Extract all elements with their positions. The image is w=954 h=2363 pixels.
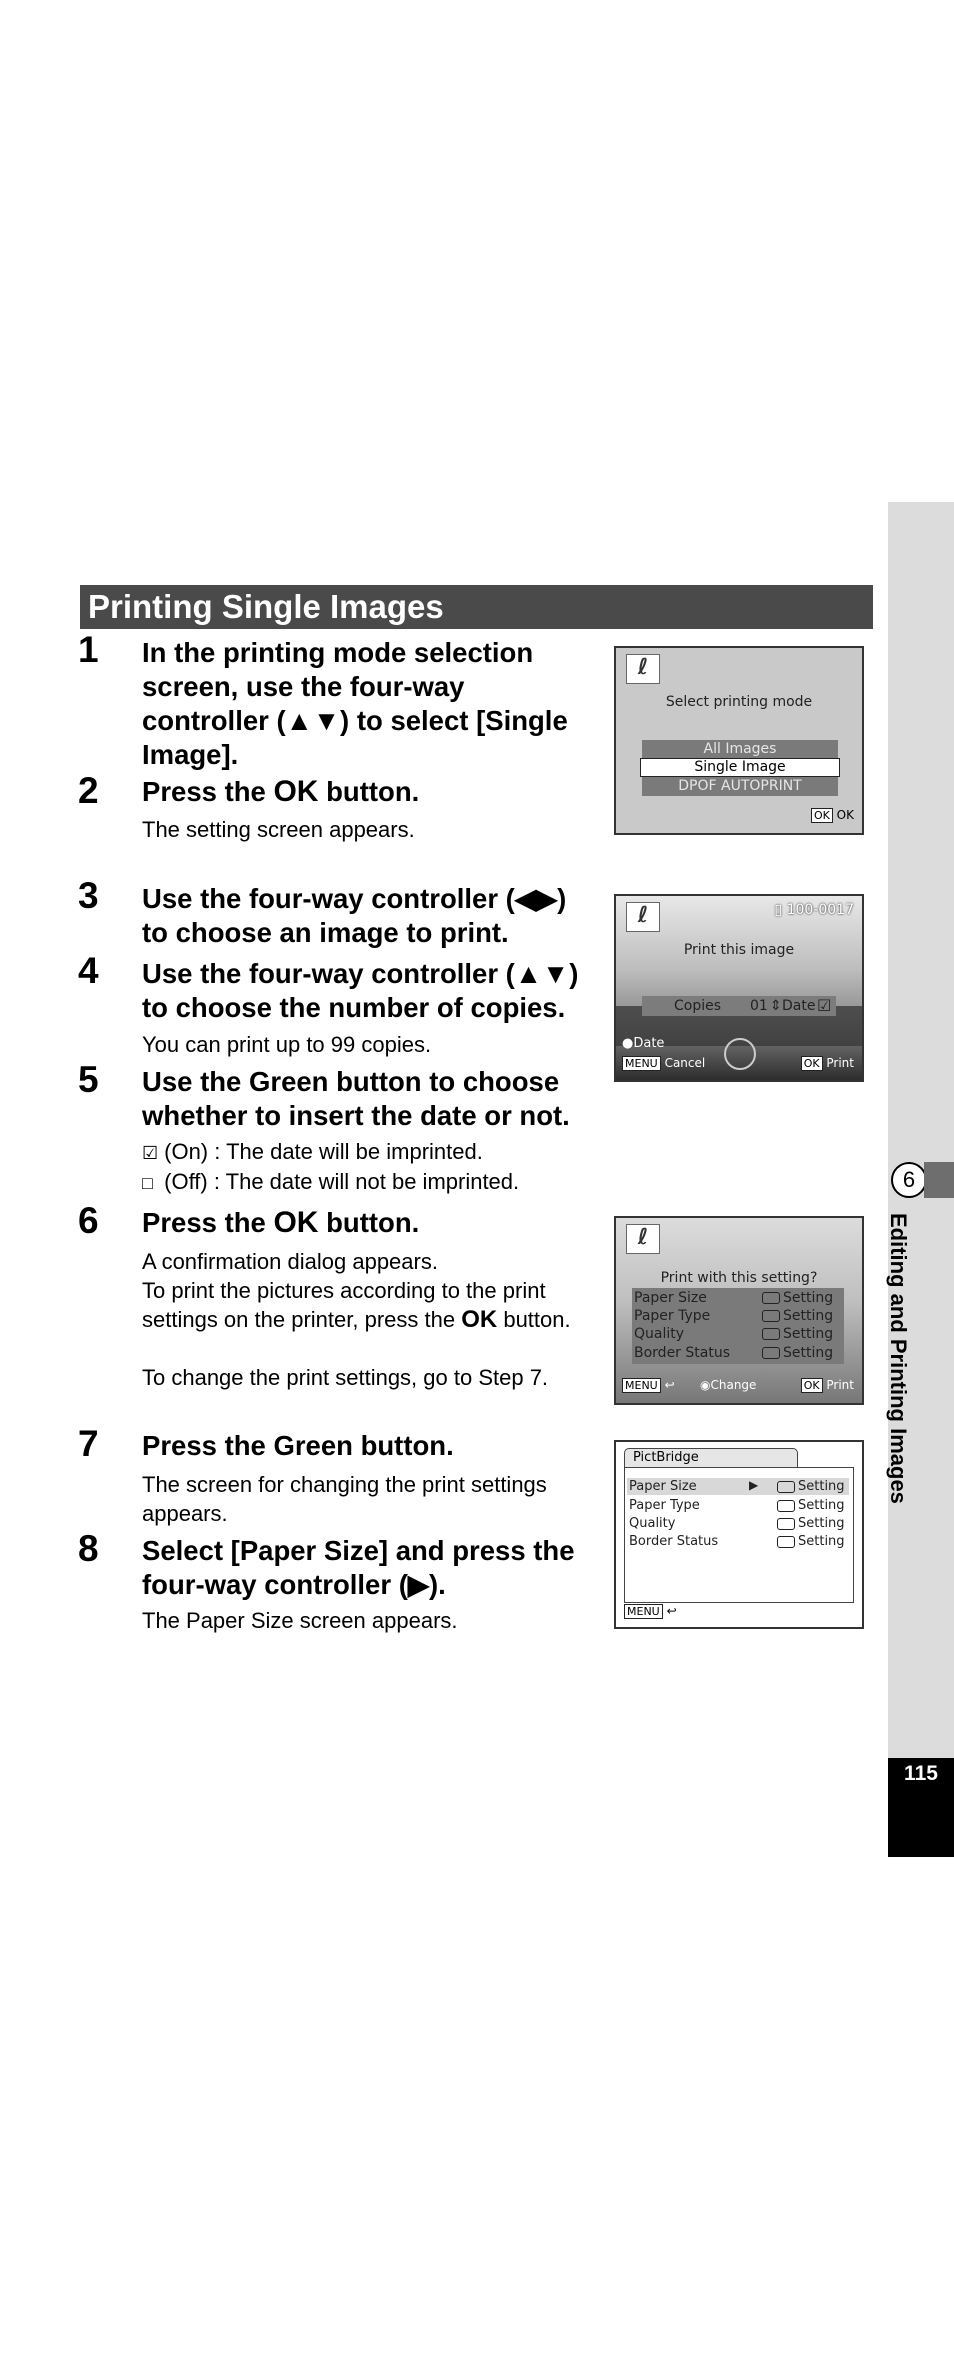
- step-7-number: 7: [78, 1423, 99, 1464]
- step-8-heading: Select [Paper Size] and press the four-way controller (▶).: [142, 1535, 575, 1600]
- updown-arrows-icon: ⇕: [770, 998, 782, 1014]
- screen3-row-label: Border Status: [634, 1345, 730, 1361]
- chapter-marker-bar: [924, 1162, 954, 1198]
- screen4-row-value-text: Setting: [798, 1498, 845, 1513]
- screen4-row-value: [777, 1534, 845, 1549]
- printer-icon: [777, 1500, 795, 1512]
- step-1-number: 1: [78, 629, 99, 670]
- ok-tag: OK: [811, 808, 833, 823]
- ok-tag: OK: [801, 1056, 823, 1071]
- screen2-prompt: Print this image: [683, 942, 795, 958]
- back-arrow-icon: ↩: [664, 1378, 675, 1392]
- step-7-body: The screen for changing the print settings appears.: [142, 1472, 547, 1526]
- printer-icon: [762, 1292, 780, 1304]
- camera-screen-pictbridge-settings: [614, 1440, 864, 1629]
- camera-screen-print-image: [614, 894, 864, 1082]
- menu-tag: MENU: [622, 1378, 661, 1393]
- step-5-option-off: [142, 1167, 602, 1198]
- screen3-row-value: [762, 1308, 833, 1324]
- step-4-heading: Use the four-way controller (▲▼) to choose the number of copies.: [142, 958, 579, 1023]
- step-2-heading: [142, 775, 597, 809]
- screen2-cancel: Cancel: [664, 1056, 706, 1070]
- step-5-option-on-text: (On) : The date will be imprinted.: [164, 1139, 483, 1164]
- step-6-heading: [142, 1206, 597, 1240]
- step-5-number: 5: [78, 1059, 99, 1100]
- step-2-body: The setting screen appears.: [142, 817, 415, 842]
- step-6-body-3: To change the print settings, go to Step 7.: [142, 1365, 549, 1390]
- printer-icon: [762, 1347, 780, 1359]
- screen3-row-value-text: Setting: [783, 1326, 834, 1342]
- chapter-marker: [888, 1160, 954, 1200]
- step-4-number: 4: [78, 950, 99, 991]
- step-6-body-2-post: button.: [503, 1307, 571, 1332]
- printer-icon: [777, 1536, 795, 1548]
- screen3-row-label: Quality: [634, 1326, 685, 1342]
- camera-screen-print-mode: [614, 646, 864, 835]
- date-checkbox-icon: ☑: [817, 996, 832, 1015]
- step-3-heading: Use the four-way controller (◀▶) to choose an image to print.: [142, 883, 567, 948]
- page-number: 115: [904, 1762, 938, 1785]
- menu-tag: MENU: [622, 1056, 661, 1071]
- screen3-row-value: [762, 1345, 833, 1361]
- step-2-heading-pre: Press the: [142, 776, 266, 807]
- step-1-heading: In the printing mode selection screen, use the four-way controller (▲▼) to select [Single Image].: [142, 637, 568, 770]
- screen4-row-value: [777, 1498, 845, 1513]
- screen2-date-button: [622, 1036, 664, 1051]
- step-6-body-2-pre: To print the pictures according to the print settings on the printer, press the: [142, 1278, 546, 1332]
- screen1-option-dpof: DPOF AUTOPRINT: [678, 778, 802, 794]
- four-way-controller-icon: [724, 1038, 756, 1070]
- ok-tag: OK: [801, 1378, 823, 1393]
- screen2-date-label: Date: [782, 998, 816, 1014]
- screen2-copies-value: 01: [750, 998, 768, 1014]
- step-5-option-off-text: (Off) : The date will not be imprinted.: [164, 1169, 520, 1194]
- green-button-icon: ●: [622, 1036, 634, 1051]
- chapter-title: Editing and Printing Images: [886, 1213, 911, 1504]
- step-7-heading: Press the Green button.: [142, 1430, 454, 1461]
- step-2-number: 2: [78, 770, 99, 811]
- step-5-option-on: [142, 1137, 602, 1168]
- screen4-row-value: [777, 1479, 845, 1494]
- step-6-body-2: [142, 1276, 597, 1334]
- screen3-back-hint: [622, 1378, 675, 1393]
- screen3-row-value: [762, 1326, 833, 1342]
- camera-screen-confirm: [614, 1216, 864, 1405]
- section-title: Printing Single Images: [88, 588, 444, 625]
- screen3-row-value-text: Setting: [783, 1345, 834, 1361]
- screen4-row-value-text: Setting: [798, 1479, 845, 1494]
- screen3-settings-table: [632, 1288, 844, 1364]
- printer-icon: [777, 1518, 795, 1530]
- screen4-tab: PictBridge: [624, 1448, 798, 1467]
- pictbridge-icon: ℓ: [626, 902, 660, 932]
- screen1-ok-hint: [811, 808, 854, 823]
- ok-glyph: OK: [273, 1206, 319, 1239]
- screen4-row-label: Quality: [629, 1516, 676, 1531]
- step-2-heading-post: button.: [326, 776, 420, 807]
- step-8-number: 8: [78, 1528, 99, 1569]
- screen2-print: Print: [826, 1056, 854, 1070]
- step-6-body-1: A confirmation dialog appears.: [142, 1249, 438, 1274]
- ok-glyph: OK: [273, 775, 319, 808]
- menu-tag: MENU: [624, 1604, 663, 1619]
- screen3-row-label: Paper Size: [634, 1290, 707, 1306]
- screen3-print-hint: [801, 1378, 854, 1393]
- screen2-folder: ▯ 100-0017: [774, 902, 854, 918]
- screen1-ok-text: OK: [836, 808, 854, 822]
- screen3-print: Print: [826, 1378, 854, 1392]
- screen2-cancel-hint: [622, 1056, 705, 1071]
- chapter-number: 6: [891, 1162, 927, 1198]
- screen4-row-label: Paper Size: [629, 1479, 697, 1494]
- screen1-option-single: Single Image: [694, 759, 786, 775]
- step-6-heading-pre: Press the: [142, 1207, 266, 1238]
- printer-icon: [762, 1328, 780, 1340]
- step-6-heading-post: button.: [326, 1207, 420, 1238]
- screen2-date-button-label: Date: [633, 1036, 665, 1051]
- screen4-row-value-text: Setting: [798, 1516, 845, 1531]
- screen3-change-hint: [700, 1378, 756, 1392]
- empty-box-icon: □: [142, 1173, 153, 1193]
- pictbridge-icon: ℓ: [626, 654, 660, 684]
- screen1-title: Select printing mode: [665, 694, 813, 710]
- screen2-copies-label: Copies: [674, 998, 722, 1014]
- screen3-prompt: Print with this setting?: [660, 1270, 818, 1286]
- checked-box-icon: ☑: [142, 1143, 159, 1163]
- screen1-option-all: All Images: [703, 741, 777, 757]
- step-5-heading: Use the Green button to choose whether to insert the date or not.: [142, 1066, 570, 1131]
- screen3-row-value: [762, 1290, 833, 1306]
- screen3-row-label: Paper Type: [634, 1308, 711, 1324]
- screen3-row-value-text: Setting: [783, 1290, 834, 1306]
- step-4-body: You can print up to 99 copies.: [142, 1032, 432, 1057]
- screen4-row-label: Paper Type: [629, 1498, 700, 1513]
- ok-glyph: OK: [461, 1306, 498, 1333]
- back-arrow-icon: ↩: [666, 1604, 677, 1618]
- screen2-print-hint: [801, 1056, 854, 1071]
- printer-icon: [762, 1310, 780, 1322]
- screen2-copies-bar: [642, 996, 836, 1016]
- screen4-panel: [624, 1467, 854, 1603]
- screen4-row-value-text: Setting: [798, 1534, 845, 1549]
- screen3-change: Change: [710, 1378, 757, 1392]
- step-6-number: 6: [78, 1200, 99, 1241]
- screen3-row-value-text: Setting: [783, 1308, 834, 1324]
- step-8-body: The Paper Size screen appears.: [142, 1608, 458, 1633]
- right-arrow-icon: ▶: [749, 1478, 759, 1492]
- step-3-number: 3: [78, 875, 99, 916]
- pictbridge-icon: ℓ: [626, 1224, 660, 1254]
- screen1-menu: [642, 740, 838, 796]
- screen4-row-label: Border Status: [629, 1534, 719, 1549]
- screen4-back-hint: [624, 1604, 677, 1619]
- screen2-folder-number: 100-0017: [786, 902, 854, 918]
- screen4-row-value: [777, 1516, 845, 1531]
- green-button-icon: ◉: [700, 1378, 711, 1392]
- printer-icon: [777, 1481, 795, 1493]
